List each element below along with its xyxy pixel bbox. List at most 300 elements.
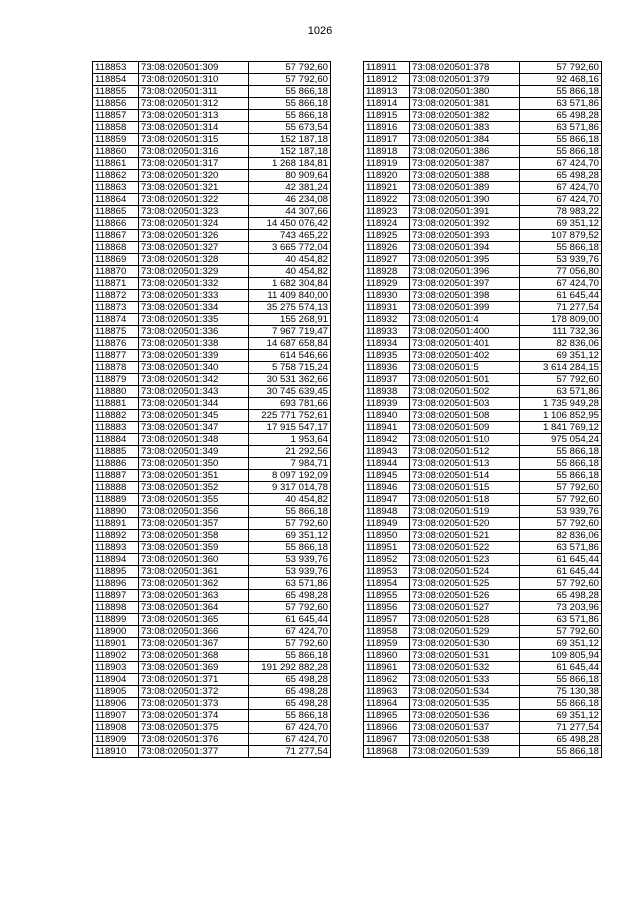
row-number-cell: 118899 <box>93 614 139 626</box>
amount-cell: 65 498,28 <box>520 734 602 746</box>
amount-cell: 7 967 719,47 <box>249 326 331 338</box>
amount-cell: 71 277,54 <box>249 746 331 758</box>
table-row <box>364 182 602 194</box>
row-number-cell: 118952 <box>364 554 410 566</box>
table-row <box>93 206 331 218</box>
row-number-cell: 118925 <box>364 230 410 242</box>
row-number-cell: 118853 <box>93 62 139 74</box>
row-number-cell: 118948 <box>364 506 410 518</box>
cadastral-number-cell: 73:08:020501:374 <box>139 710 249 722</box>
table-row <box>93 110 331 122</box>
row-number-cell: 118876 <box>93 338 139 350</box>
row-number-cell: 118940 <box>364 410 410 422</box>
table-row <box>364 674 602 686</box>
row-number-cell: 118884 <box>93 434 139 446</box>
amount-cell: 55 866,18 <box>249 86 331 98</box>
amount-cell: 63 571,86 <box>520 122 602 134</box>
table-row <box>93 530 331 542</box>
cadastral-number-cell: 73:08:020501:400 <box>410 326 520 338</box>
table-row <box>364 386 602 398</box>
cadastral-number-cell: 73:08:020501:5 <box>410 362 520 374</box>
row-number-cell: 118855 <box>93 86 139 98</box>
cadastral-number-cell: 73:08:020501:390 <box>410 194 520 206</box>
table-row <box>93 194 331 206</box>
amount-cell: 35 275 574,13 <box>249 302 331 314</box>
amount-cell: 67 424,70 <box>249 734 331 746</box>
amount-cell: 57 792,60 <box>520 482 602 494</box>
cadastral-number-cell: 73:08:020501:501 <box>410 374 520 386</box>
amount-cell: 61 645,44 <box>520 290 602 302</box>
amount-cell: 55 866,18 <box>520 146 602 158</box>
table-row <box>93 314 331 326</box>
amount-cell: 30 745 639,45 <box>249 386 331 398</box>
row-number-cell: 118886 <box>93 458 139 470</box>
amount-cell: 65 498,28 <box>520 110 602 122</box>
table-row <box>93 362 331 374</box>
amount-cell: 53 939,76 <box>249 566 331 578</box>
cadastral-number-cell: 73:08:020501:312 <box>139 98 249 110</box>
cadastral-number-cell: 73:08:020501:310 <box>139 74 249 86</box>
left-ledger-table <box>92 61 331 758</box>
amount-cell: 178 809,00 <box>520 314 602 326</box>
table-row <box>364 242 602 254</box>
table-row <box>93 650 331 662</box>
row-number-cell: 118961 <box>364 662 410 674</box>
table-row <box>93 242 331 254</box>
cadastral-number-cell: 73:08:020501:389 <box>410 182 520 194</box>
table-row <box>364 434 602 446</box>
row-number-cell: 118877 <box>93 350 139 362</box>
row-number-cell: 118915 <box>364 110 410 122</box>
table-row <box>93 614 331 626</box>
cadastral-number-cell: 73:08:020501:350 <box>139 458 249 470</box>
row-number-cell: 118906 <box>93 698 139 710</box>
row-number-cell: 118865 <box>93 206 139 218</box>
cadastral-number-cell: 73:08:020501:388 <box>410 170 520 182</box>
table-row <box>93 470 331 482</box>
table-row <box>93 290 331 302</box>
cadastral-number-cell: 73:08:020501:358 <box>139 530 249 542</box>
row-number-cell: 118873 <box>93 302 139 314</box>
table-row <box>93 578 331 590</box>
cadastral-number-cell: 73:08:020501:518 <box>410 494 520 506</box>
table-row <box>364 722 602 734</box>
cadastral-number-cell: 73:08:020501:391 <box>410 206 520 218</box>
amount-cell: 55 866,18 <box>249 650 331 662</box>
table-row <box>364 494 602 506</box>
cadastral-number-cell: 73:08:020501:361 <box>139 566 249 578</box>
table-row <box>364 662 602 674</box>
amount-cell: 69 351,12 <box>520 710 602 722</box>
cadastral-number-cell: 73:08:020501:364 <box>139 602 249 614</box>
table-row <box>93 254 331 266</box>
row-number-cell: 118917 <box>364 134 410 146</box>
cadastral-number-cell: 73:08:020501:333 <box>139 290 249 302</box>
row-number-cell: 118941 <box>364 422 410 434</box>
cadastral-number-cell: 73:08:020501:396 <box>410 266 520 278</box>
table-row <box>93 506 331 518</box>
row-number-cell: 118878 <box>93 362 139 374</box>
amount-cell: 1 735 949,28 <box>520 398 602 410</box>
row-number-cell: 118893 <box>93 542 139 554</box>
amount-cell: 82 836,06 <box>520 530 602 542</box>
row-number-cell: 118880 <box>93 386 139 398</box>
row-number-cell: 118908 <box>93 722 139 734</box>
row-number-cell: 118962 <box>364 674 410 686</box>
table-row <box>93 710 331 722</box>
amount-cell: 55 866,18 <box>520 746 602 758</box>
cadastral-number-cell: 73:08:020501:531 <box>410 650 520 662</box>
row-number-cell: 118963 <box>364 686 410 698</box>
table-row <box>93 638 331 650</box>
row-number-cell: 118965 <box>364 710 410 722</box>
table-row <box>364 626 602 638</box>
cadastral-number-cell: 73:08:020501:397 <box>410 278 520 290</box>
amount-cell: 55 866,18 <box>520 458 602 470</box>
amount-cell: 63 571,86 <box>520 542 602 554</box>
cadastral-number-cell: 73:08:020501:347 <box>139 422 249 434</box>
table-row <box>93 146 331 158</box>
row-number-cell: 118942 <box>364 434 410 446</box>
table-row <box>93 122 331 134</box>
amount-cell: 55 866,18 <box>520 86 602 98</box>
row-number-cell: 118889 <box>93 494 139 506</box>
table-row <box>93 398 331 410</box>
cadastral-number-cell: 73:08:020501:527 <box>410 602 520 614</box>
row-number-cell: 118954 <box>364 578 410 590</box>
amount-cell: 57 792,60 <box>249 638 331 650</box>
cadastral-number-cell: 73:08:020501:334 <box>139 302 249 314</box>
table-row <box>364 362 602 374</box>
amount-cell: 5 758 715,24 <box>249 362 331 374</box>
table-row <box>364 86 602 98</box>
cadastral-number-cell: 73:08:020501:513 <box>410 458 520 470</box>
row-number-cell: 118856 <box>93 98 139 110</box>
amount-cell: 69 351,12 <box>249 530 331 542</box>
cadastral-number-cell: 73:08:020501:309 <box>139 62 249 74</box>
cadastral-number-cell: 73:08:020501:356 <box>139 506 249 518</box>
row-number-cell: 118920 <box>364 170 410 182</box>
table-row <box>364 206 602 218</box>
amount-cell: 55 866,18 <box>249 98 331 110</box>
table-row <box>364 698 602 710</box>
table-row <box>93 590 331 602</box>
table-row <box>364 578 602 590</box>
cadastral-number-cell: 73:08:020501:514 <box>410 470 520 482</box>
amount-cell: 63 571,86 <box>520 98 602 110</box>
amount-cell: 61 645,44 <box>520 566 602 578</box>
amount-cell: 65 498,28 <box>520 170 602 182</box>
cadastral-number-cell: 73:08:020501:368 <box>139 650 249 662</box>
cadastral-number-cell: 73:08:020501:398 <box>410 290 520 302</box>
cadastral-number-cell: 73:08:020501:349 <box>139 446 249 458</box>
cadastral-number-cell: 73:08:020501:522 <box>410 542 520 554</box>
amount-cell: 3 614 284,15 <box>520 362 602 374</box>
cadastral-number-cell: 73:08:020501:359 <box>139 542 249 554</box>
amount-cell: 67 424,70 <box>520 194 602 206</box>
row-number-cell: 118879 <box>93 374 139 386</box>
row-number-cell: 118860 <box>93 146 139 158</box>
cadastral-number-cell: 73:08:020501:376 <box>139 734 249 746</box>
table-row <box>364 590 602 602</box>
row-number-cell: 118866 <box>93 218 139 230</box>
row-number-cell: 118914 <box>364 98 410 110</box>
cadastral-number-cell: 73:08:020501:535 <box>410 698 520 710</box>
table-row <box>364 110 602 122</box>
cadastral-number-cell: 73:08:020501:348 <box>139 434 249 446</box>
row-number-cell: 118896 <box>93 578 139 590</box>
table-row <box>364 254 602 266</box>
cadastral-number-cell: 73:08:020501:339 <box>139 350 249 362</box>
amount-cell: 53 939,76 <box>520 254 602 266</box>
table-row <box>93 338 331 350</box>
table-row <box>364 74 602 86</box>
cadastral-number-cell: 73:08:020501:387 <box>410 158 520 170</box>
table-row <box>364 146 602 158</box>
row-number-cell: 118926 <box>364 242 410 254</box>
row-number-cell: 118910 <box>93 746 139 758</box>
row-number-cell: 118881 <box>93 398 139 410</box>
amount-cell: 57 792,60 <box>249 74 331 86</box>
table-row <box>93 350 331 362</box>
table-row <box>93 302 331 314</box>
cadastral-number-cell: 73:08:020501:502 <box>410 386 520 398</box>
table-row <box>93 374 331 386</box>
amount-cell: 63 571,86 <box>249 578 331 590</box>
row-number-cell: 118928 <box>364 266 410 278</box>
cadastral-number-cell: 73:08:020501:344 <box>139 398 249 410</box>
cadastral-number-cell: 73:08:020501:367 <box>139 638 249 650</box>
row-number-cell: 118904 <box>93 674 139 686</box>
amount-cell: 57 792,60 <box>520 62 602 74</box>
table-row <box>93 662 331 674</box>
table-row <box>364 614 602 626</box>
table-row <box>93 62 331 74</box>
amount-cell: 57 792,60 <box>520 578 602 590</box>
cadastral-number-cell: 73:08:020501:534 <box>410 686 520 698</box>
amount-cell: 80 909,64 <box>249 170 331 182</box>
row-number-cell: 118868 <box>93 242 139 254</box>
table-row <box>364 266 602 278</box>
cadastral-number-cell: 73:08:020501:520 <box>410 518 520 530</box>
cadastral-number-cell: 73:08:020501:314 <box>139 122 249 134</box>
row-number-cell: 118922 <box>364 194 410 206</box>
amount-cell: 975 054,24 <box>520 434 602 446</box>
table-row <box>364 170 602 182</box>
cadastral-number-cell: 73:08:020501:329 <box>139 266 249 278</box>
row-number-cell: 118895 <box>93 566 139 578</box>
cadastral-number-cell: 73:08:020501:386 <box>410 146 520 158</box>
amount-cell: 40 454,82 <box>249 254 331 266</box>
table-row <box>93 542 331 554</box>
amount-cell: 55 866,18 <box>520 698 602 710</box>
cadastral-number-cell: 73:08:020501:539 <box>410 746 520 758</box>
cadastral-number-cell: 73:08:020501:383 <box>410 122 520 134</box>
table-row <box>93 698 331 710</box>
amount-cell: 55 866,18 <box>249 110 331 122</box>
amount-cell: 152 187,18 <box>249 134 331 146</box>
amount-cell: 40 454,82 <box>249 266 331 278</box>
cadastral-number-cell: 73:08:020501:345 <box>139 410 249 422</box>
row-number-cell: 118909 <box>93 734 139 746</box>
row-number-cell: 118913 <box>364 86 410 98</box>
amount-cell: 1 106 852,95 <box>520 410 602 422</box>
cadastral-number-cell: 73:08:020501:530 <box>410 638 520 650</box>
table-row <box>93 386 331 398</box>
table-row <box>93 434 331 446</box>
table-row <box>93 518 331 530</box>
amount-cell: 191 292 882,28 <box>249 662 331 674</box>
amount-cell: 57 792,60 <box>249 518 331 530</box>
amount-cell: 92 468,16 <box>520 74 602 86</box>
amount-cell: 65 498,28 <box>249 674 331 686</box>
amount-cell: 69 351,12 <box>520 350 602 362</box>
row-number-cell: 118859 <box>93 134 139 146</box>
cadastral-number-cell: 73:08:020501:380 <box>410 86 520 98</box>
cadastral-number-cell: 73:08:020501:399 <box>410 302 520 314</box>
row-number-cell: 118862 <box>93 170 139 182</box>
row-number-cell: 118960 <box>364 650 410 662</box>
amount-cell: 77 056,80 <box>520 266 602 278</box>
table-row <box>364 542 602 554</box>
row-number-cell: 118923 <box>364 206 410 218</box>
cadastral-number-cell: 73:08:020501:508 <box>410 410 520 422</box>
right-ledger-table <box>363 61 602 758</box>
amount-cell: 82 836,06 <box>520 338 602 350</box>
amount-cell: 152 187,18 <box>249 146 331 158</box>
cadastral-number-cell: 73:08:020501:363 <box>139 590 249 602</box>
amount-cell: 61 645,44 <box>520 662 602 674</box>
amount-cell: 55 866,18 <box>249 542 331 554</box>
row-number-cell: 118870 <box>93 266 139 278</box>
row-number-cell: 118883 <box>93 422 139 434</box>
cadastral-number-cell: 73:08:020501:335 <box>139 314 249 326</box>
amount-cell: 55 866,18 <box>520 674 602 686</box>
cadastral-number-cell: 73:08:020501:515 <box>410 482 520 494</box>
table-row <box>364 554 602 566</box>
cadastral-number-cell: 73:08:020501:393 <box>410 230 520 242</box>
cadastral-number-cell: 73:08:020501:352 <box>139 482 249 494</box>
amount-cell: 55 866,18 <box>520 134 602 146</box>
row-number-cell: 118943 <box>364 446 410 458</box>
row-number-cell: 118907 <box>93 710 139 722</box>
row-number-cell: 118912 <box>364 74 410 86</box>
table-row <box>93 422 331 434</box>
cadastral-number-cell: 73:08:020501:503 <box>410 398 520 410</box>
table-row <box>364 710 602 722</box>
amount-cell: 3 665 772,04 <box>249 242 331 254</box>
amount-cell: 46 234,08 <box>249 194 331 206</box>
table-row <box>364 326 602 338</box>
amount-cell: 14 687 658,84 <box>249 338 331 350</box>
amount-cell: 614 546,66 <box>249 350 331 362</box>
table-row <box>93 98 331 110</box>
amount-cell: 55 866,18 <box>520 446 602 458</box>
table-row <box>364 398 602 410</box>
table-row <box>364 350 602 362</box>
cadastral-number-cell: 73:08:020501:324 <box>139 218 249 230</box>
cadastral-number-cell: 73:08:020501:327 <box>139 242 249 254</box>
row-number-cell: 118968 <box>364 746 410 758</box>
table-row <box>364 374 602 386</box>
row-number-cell: 118887 <box>93 470 139 482</box>
cadastral-number-cell: 73:08:020501:532 <box>410 662 520 674</box>
row-number-cell: 118935 <box>364 350 410 362</box>
table-row <box>93 134 331 146</box>
row-number-cell: 118871 <box>93 278 139 290</box>
table-row <box>93 494 331 506</box>
amount-cell: 225 771 752,61 <box>249 410 331 422</box>
row-number-cell: 118937 <box>364 374 410 386</box>
amount-cell: 55 866,18 <box>249 506 331 518</box>
table-row <box>93 170 331 182</box>
row-number-cell: 118930 <box>364 290 410 302</box>
row-number-cell: 118946 <box>364 482 410 494</box>
row-number-cell: 118867 <box>93 230 139 242</box>
cadastral-number-cell: 73:08:020501:321 <box>139 182 249 194</box>
amount-cell: 7 984,71 <box>249 458 331 470</box>
cadastral-number-cell: 73:08:020501:342 <box>139 374 249 386</box>
row-number-cell: 118894 <box>93 554 139 566</box>
row-number-cell: 118955 <box>364 590 410 602</box>
cadastral-number-cell: 73:08:020501:401 <box>410 338 520 350</box>
amount-cell: 55 866,18 <box>520 470 602 482</box>
amount-cell: 73 203,96 <box>520 602 602 614</box>
table-row <box>364 302 602 314</box>
table-row <box>93 686 331 698</box>
amount-cell: 109 805,94 <box>520 650 602 662</box>
table-row <box>364 290 602 302</box>
cadastral-number-cell: 73:08:020501:519 <box>410 506 520 518</box>
row-number-cell: 118929 <box>364 278 410 290</box>
left-ledger-body <box>93 62 331 758</box>
row-number-cell: 118959 <box>364 638 410 650</box>
table-row <box>364 602 602 614</box>
table-row <box>93 602 331 614</box>
table-row <box>93 218 331 230</box>
cadastral-number-cell: 73:08:020501:326 <box>139 230 249 242</box>
row-number-cell: 118863 <box>93 182 139 194</box>
amount-cell: 55 866,18 <box>249 710 331 722</box>
table-row <box>364 410 602 422</box>
page-number: 1026 <box>307 25 333 37</box>
cadastral-number-cell: 73:08:020501:320 <box>139 170 249 182</box>
amount-cell: 55 866,18 <box>520 242 602 254</box>
cadastral-number-cell: 73:08:020501:332 <box>139 278 249 290</box>
cadastral-number-cell: 73:08:020501:394 <box>410 242 520 254</box>
cadastral-number-cell: 73:08:020501:317 <box>139 158 249 170</box>
cadastral-number-cell: 73:08:020501:378 <box>410 62 520 74</box>
cadastral-number-cell: 73:08:020501:509 <box>410 422 520 434</box>
amount-cell: 21 292,56 <box>249 446 331 458</box>
amount-cell: 69 351,12 <box>520 638 602 650</box>
amount-cell: 9 317 014,78 <box>249 482 331 494</box>
cadastral-number-cell: 73:08:020501:338 <box>139 338 249 350</box>
amount-cell: 69 351,12 <box>520 218 602 230</box>
table-row <box>364 734 602 746</box>
amount-cell: 8 097 192,09 <box>249 470 331 482</box>
cadastral-number-cell: 73:08:020501:402 <box>410 350 520 362</box>
amount-cell: 155 268,91 <box>249 314 331 326</box>
cadastral-number-cell: 73:08:020501:366 <box>139 626 249 638</box>
cadastral-number-cell: 73:08:020501:357 <box>139 518 249 530</box>
row-number-cell: 118957 <box>364 614 410 626</box>
amount-cell: 107 879,52 <box>520 230 602 242</box>
row-number-cell: 118933 <box>364 326 410 338</box>
row-number-cell: 118903 <box>93 662 139 674</box>
cadastral-number-cell: 73:08:020501:538 <box>410 734 520 746</box>
cadastral-number-cell: 73:08:020501:313 <box>139 110 249 122</box>
